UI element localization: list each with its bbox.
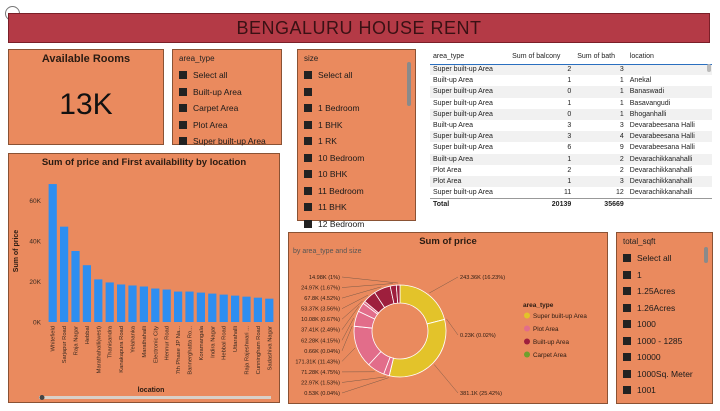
table-row[interactable] bbox=[430, 165, 712, 176]
slicer-option[interactable] bbox=[304, 166, 403, 183]
table-cell: 4 bbox=[574, 131, 627, 142]
legend-swatch bbox=[524, 352, 530, 358]
table-cell: Super built-up Area bbox=[433, 99, 493, 107]
checkbox-icon[interactable] bbox=[623, 304, 631, 312]
leader-line bbox=[434, 365, 458, 393]
scrollbar[interactable] bbox=[407, 62, 411, 106]
table-cell: Super built-up Area bbox=[430, 109, 509, 120]
x-tick-label: Marathahalli bbox=[141, 326, 148, 358]
page-title: BENGALURU HOUSE RENT bbox=[236, 17, 482, 38]
slice-label: 37.41K (2.49%) bbox=[301, 327, 340, 334]
legend-swatch bbox=[524, 313, 530, 319]
checkbox-icon[interactable] bbox=[623, 254, 631, 262]
table-cell: 1 bbox=[574, 109, 627, 120]
table-cell: Devarachikkanahalli bbox=[627, 154, 712, 165]
slicer-list bbox=[304, 67, 403, 229]
slice-label: 0.53K (0.04%) bbox=[304, 391, 340, 397]
table-cell: 3 bbox=[574, 64, 627, 75]
x-tick-label: Cunningham Road bbox=[255, 326, 262, 375]
bar[interactable] bbox=[60, 227, 68, 322]
table-cell: 1 bbox=[567, 99, 572, 107]
slicer-title: area_type bbox=[179, 54, 215, 63]
checkbox-icon[interactable] bbox=[304, 170, 312, 178]
table-cell: 1 bbox=[619, 99, 624, 107]
leader-line bbox=[342, 378, 389, 393]
y-tick-label: 20K bbox=[29, 278, 41, 286]
column-header[interactable]: location bbox=[627, 50, 712, 64]
x-tick-label: Kanakapura Road bbox=[119, 326, 126, 373]
x-tick-label: Raja Nagar bbox=[73, 326, 80, 356]
slicer-option[interactable] bbox=[179, 67, 269, 84]
table-cell: Bhoganhalli bbox=[627, 109, 712, 120]
slicer-option-label: Select all bbox=[193, 70, 228, 81]
legend-label[interactable]: Built-up Area bbox=[533, 339, 570, 346]
slicer-option-label: Super built-up Area bbox=[193, 136, 266, 147]
chart-subtitle: by area_type and size bbox=[293, 248, 362, 255]
table-cell: Super built-up Area bbox=[430, 86, 509, 97]
table-cell: 1 bbox=[567, 77, 572, 85]
bar[interactable] bbox=[254, 298, 262, 322]
leader-line bbox=[342, 377, 386, 383]
x-tick-label: Hebbal Road bbox=[221, 326, 228, 360]
size-slicer bbox=[297, 49, 416, 229]
slicer-list bbox=[179, 67, 269, 150]
table-cell: Basavangudi bbox=[629, 99, 671, 107]
checkbox-icon[interactable] bbox=[304, 71, 312, 79]
slicer-option-label: 10 BHK bbox=[318, 169, 348, 180]
data-table-panel bbox=[430, 50, 712, 210]
x-tick-label: Yelahanka bbox=[130, 326, 137, 353]
slicer-option[interactable] bbox=[304, 216, 403, 233]
slice-label: 10.08K (0.67%) bbox=[301, 317, 340, 324]
table-cell: 0 bbox=[509, 109, 574, 120]
area-type-slicer bbox=[172, 49, 282, 145]
slicer-option[interactable] bbox=[623, 283, 700, 300]
bar[interactable] bbox=[174, 292, 182, 322]
table-header-row bbox=[430, 50, 712, 64]
y-axis-label: Sum of price bbox=[13, 229, 20, 273]
checkbox-icon[interactable] bbox=[304, 104, 312, 112]
slicer-option-label: 1000 - 1285 bbox=[637, 335, 683, 346]
slice-label: 243.36K (16.23%) bbox=[460, 275, 506, 281]
slicer-option-label: 1 BHK bbox=[318, 119, 343, 130]
scroll-handle[interactable] bbox=[40, 395, 45, 400]
bar[interactable] bbox=[163, 290, 171, 322]
table-cell: Super built-up Area bbox=[433, 188, 493, 196]
slicer-option-label: 1 Bedroom bbox=[318, 103, 360, 114]
bar[interactable] bbox=[106, 282, 114, 322]
bar[interactable] bbox=[83, 265, 91, 322]
checkbox-icon[interactable] bbox=[304, 220, 312, 228]
table-row[interactable] bbox=[430, 109, 712, 120]
table-cell: Devarabeesana Halli bbox=[629, 144, 695, 152]
y-tick-label: 40K bbox=[29, 238, 41, 246]
table-cell: Banaswadi bbox=[627, 86, 712, 97]
slicer-option-label: Plot Area bbox=[193, 119, 228, 130]
slicer-option-label: 11 Bedroom bbox=[318, 185, 364, 196]
x-tick-label: Indira Nagar bbox=[210, 326, 217, 358]
checkbox-icon[interactable] bbox=[179, 137, 187, 145]
x-tick-label: Koramangala bbox=[198, 326, 205, 361]
x-tick-label: Raja Rajeshwari ... bbox=[244, 326, 251, 375]
legend-label[interactable]: Plot Area bbox=[533, 326, 559, 333]
bar[interactable] bbox=[242, 297, 250, 322]
checkbox-icon[interactable] bbox=[179, 104, 187, 112]
slicer-title: total_sqft bbox=[623, 237, 656, 246]
slice-label: 14.98K (1%) bbox=[308, 275, 340, 281]
bar[interactable] bbox=[208, 294, 216, 322]
slicer-option[interactable] bbox=[179, 117, 269, 134]
bar[interactable] bbox=[49, 184, 57, 322]
checkbox-icon[interactable] bbox=[623, 353, 631, 361]
total-cell: Total bbox=[430, 198, 509, 210]
bar-chart bbox=[9, 154, 279, 402]
checkbox-icon[interactable] bbox=[304, 121, 312, 129]
available-rooms-card bbox=[8, 49, 164, 145]
bar[interactable] bbox=[220, 295, 228, 322]
table-cell: 1 bbox=[509, 154, 574, 165]
checkbox-icon[interactable] bbox=[623, 320, 631, 328]
table-row[interactable] bbox=[430, 142, 712, 153]
horizontal-scrollbar[interactable] bbox=[39, 396, 271, 399]
table-cell: Devarabeesana Halli bbox=[627, 131, 712, 142]
x-tick-label: Bannerghatta Ro... bbox=[187, 326, 194, 375]
x-tick-label: 7th Phase JP Na... bbox=[176, 326, 183, 375]
slicer-option-label: 10 Bedroom bbox=[318, 152, 365, 163]
table-cell: 3 bbox=[567, 122, 572, 130]
table-row[interactable] bbox=[430, 75, 712, 86]
checkbox-icon[interactable] bbox=[179, 88, 187, 96]
x-tick-label: Sadashiva Nagar bbox=[267, 326, 274, 371]
slice-label: 0.66K (0.04%) bbox=[304, 348, 340, 355]
checkbox-icon[interactable] bbox=[623, 287, 631, 295]
bar[interactable] bbox=[94, 279, 102, 322]
table-cell: 3 bbox=[619, 122, 624, 130]
table-cell: Anekal bbox=[629, 77, 652, 85]
slicer-option-label: Select all bbox=[637, 253, 672, 264]
table-row[interactable] bbox=[430, 131, 712, 142]
slicer-option[interactable] bbox=[304, 183, 403, 200]
slicer-option[interactable] bbox=[179, 84, 269, 101]
slicer-title: size bbox=[304, 54, 319, 63]
y-tick-label: 60K bbox=[29, 197, 41, 205]
slicer-option[interactable] bbox=[304, 117, 403, 134]
slicer-option-label: 10000 bbox=[637, 352, 661, 363]
table-cell: 2 bbox=[574, 154, 627, 165]
bar[interactable] bbox=[185, 292, 193, 322]
column-header[interactable]: Sum of balcony bbox=[509, 50, 574, 64]
table-cell: Plot Area bbox=[433, 166, 462, 174]
x-tick-label: Hebbal bbox=[84, 326, 91, 345]
slice-label: 0.23K (0.02%) bbox=[460, 333, 496, 339]
checkbox-icon[interactable] bbox=[623, 370, 631, 378]
table-cell: 1 bbox=[574, 86, 627, 97]
table-cell: Super built-up Area bbox=[433, 144, 493, 152]
slicer-option[interactable] bbox=[304, 67, 403, 84]
bar[interactable] bbox=[71, 251, 79, 322]
donut-slice[interactable] bbox=[400, 285, 445, 324]
table-cell: 2 bbox=[619, 166, 624, 174]
checkbox-icon[interactable] bbox=[623, 271, 631, 279]
bar[interactable] bbox=[265, 299, 273, 322]
table-cell bbox=[627, 64, 712, 75]
checkbox-icon[interactable] bbox=[623, 386, 631, 394]
checkbox-icon[interactable] bbox=[304, 203, 312, 211]
x-tick-label: Whitefield bbox=[50, 326, 57, 352]
bar[interactable] bbox=[128, 285, 136, 322]
table-cell: Plot Area bbox=[430, 176, 509, 187]
total-cell: 35669 bbox=[574, 198, 627, 210]
leader-line bbox=[342, 284, 393, 288]
slicer-option[interactable] bbox=[623, 366, 700, 383]
slicer-option-label: Select all bbox=[318, 70, 353, 81]
checkbox-icon[interactable] bbox=[304, 88, 312, 96]
data-table bbox=[430, 50, 712, 210]
table-cell: Super built-up Area bbox=[430, 131, 509, 142]
scrollbar[interactable] bbox=[704, 247, 708, 263]
slicer-option[interactable] bbox=[623, 316, 700, 333]
bar[interactable] bbox=[151, 289, 159, 322]
slicer-option[interactable] bbox=[623, 267, 700, 284]
legend-label[interactable]: Carpet Area bbox=[533, 352, 567, 359]
slicer-option-label: Built-up Area bbox=[193, 86, 242, 97]
table-cell: 9 bbox=[619, 144, 624, 152]
table-cell: 2 bbox=[509, 64, 574, 75]
x-tick-label: Electronic City bbox=[153, 326, 160, 364]
x-tick-label: Marathahalli(west) bbox=[96, 326, 103, 374]
slice-label: 53.37K (3.56%) bbox=[301, 306, 340, 313]
table-cell: 3 bbox=[509, 131, 574, 142]
table-cell: Devarabeesana Halli bbox=[629, 122, 695, 130]
slicer-option[interactable] bbox=[304, 199, 403, 216]
table-row[interactable] bbox=[430, 154, 712, 165]
leader-line bbox=[342, 348, 355, 361]
table-cell: 3 bbox=[574, 176, 627, 187]
x-axis-label: location bbox=[137, 387, 165, 394]
table-row[interactable] bbox=[430, 98, 712, 109]
checkbox-icon[interactable] bbox=[179, 121, 187, 129]
legend-title: area_type bbox=[523, 302, 554, 309]
y-tick-label: 0K bbox=[33, 319, 41, 327]
card-title: Available Rooms bbox=[41, 53, 131, 65]
table-cell: 6 bbox=[567, 144, 572, 152]
x-tick-label: Hennur Road bbox=[164, 326, 171, 361]
donut-chart bbox=[289, 233, 607, 403]
table-cell: Devarachikkanahalli bbox=[629, 188, 693, 196]
slicer-option-label: 11 BHK bbox=[318, 202, 347, 213]
table-row[interactable] bbox=[430, 64, 712, 75]
x-tick-label: Sarjapur Road bbox=[62, 326, 69, 364]
table-row[interactable] bbox=[430, 86, 712, 97]
table-cell: 2 bbox=[567, 166, 572, 174]
checkbox-icon[interactable] bbox=[623, 337, 631, 345]
table-cell: Devarachikkanahalli bbox=[627, 176, 712, 187]
legend-label[interactable]: Super built-up Area bbox=[533, 313, 587, 320]
bar-chart-panel bbox=[8, 153, 280, 403]
table-scrollbar[interactable] bbox=[707, 64, 711, 72]
table-total-row bbox=[430, 198, 712, 210]
slice-label: 67.8K (4.52%) bbox=[304, 296, 340, 303]
leader-line bbox=[342, 277, 398, 283]
bar[interactable] bbox=[197, 293, 205, 322]
slicer-option[interactable] bbox=[304, 150, 403, 167]
table-row[interactable] bbox=[430, 120, 712, 131]
x-tick-label: Thanisandra bbox=[107, 326, 114, 359]
total-cell bbox=[627, 198, 712, 210]
slicer-option[interactable] bbox=[623, 250, 700, 267]
slice-label: 71.28K (4.75%) bbox=[301, 369, 340, 376]
chart-title: Sum of price and First availability by location bbox=[41, 157, 247, 168]
leader-line bbox=[429, 277, 458, 293]
bar[interactable] bbox=[231, 296, 239, 322]
slicer-option[interactable] bbox=[179, 100, 269, 117]
slicer-option[interactable] bbox=[179, 133, 269, 150]
checkbox-icon[interactable] bbox=[304, 137, 312, 145]
chart-title: Sum of price bbox=[419, 236, 477, 247]
slicer-option-label: 1000 bbox=[637, 319, 656, 330]
slice-label: 62.28K (4.15%) bbox=[301, 338, 340, 345]
slicer-option-label: 1001 bbox=[637, 385, 656, 396]
table-cell: Devarachikkanahalli bbox=[629, 166, 693, 174]
total-sqft-slicer bbox=[616, 232, 713, 404]
table-cell: Super built-up Area bbox=[430, 64, 509, 75]
slicer-option-label: 1 bbox=[637, 269, 642, 280]
column-header[interactable]: area_type bbox=[430, 50, 509, 64]
slicer-option-label: Carpet Area bbox=[193, 103, 239, 114]
legend-swatch bbox=[524, 339, 530, 345]
checkbox-icon[interactable] bbox=[304, 187, 312, 195]
x-tick-label: Uttarahalli bbox=[233, 326, 240, 353]
slicer-option[interactable] bbox=[623, 382, 700, 399]
donut-chart-panel bbox=[288, 232, 608, 404]
card-value: 13K bbox=[59, 88, 113, 121]
checkbox-icon[interactable] bbox=[179, 71, 187, 79]
slice-label: 171.31K (11.43%) bbox=[295, 359, 340, 366]
slicer-option-label: 1.25Acres bbox=[637, 286, 676, 297]
slicer-option-label: 1 RK bbox=[318, 136, 337, 147]
slicer-option-label: 1.26Acres bbox=[637, 302, 676, 313]
bar[interactable] bbox=[117, 284, 125, 322]
slicer-option[interactable] bbox=[304, 133, 403, 150]
column-header[interactable]: Sum of bath bbox=[574, 50, 627, 64]
slicer-option-label: 12 Bedroom bbox=[318, 218, 365, 229]
slicer-option[interactable] bbox=[304, 100, 403, 117]
checkbox-icon[interactable] bbox=[304, 154, 312, 162]
leader-line bbox=[342, 326, 352, 351]
table-cell: Built-up Area bbox=[433, 122, 474, 130]
slicer-option[interactable] bbox=[304, 84, 403, 101]
page-header bbox=[8, 13, 710, 43]
total-cell: 20139 bbox=[509, 198, 574, 210]
table-cell: Built-up Area bbox=[430, 154, 509, 165]
table-cell: 11 bbox=[563, 188, 572, 196]
table-cell: 0 bbox=[509, 86, 574, 97]
slicer-option[interactable] bbox=[623, 300, 700, 317]
slicer-option-label: 1000Sq. Meter bbox=[637, 368, 693, 379]
table-row[interactable] bbox=[430, 176, 712, 187]
slicer-list bbox=[623, 250, 700, 400]
table-cell: 12 bbox=[615, 188, 624, 196]
leader-line bbox=[446, 319, 458, 335]
slice-label: 381.1K (25.42%) bbox=[460, 391, 502, 397]
legend-swatch bbox=[524, 326, 530, 332]
slicer-option[interactable] bbox=[623, 349, 700, 366]
slice-label: 24.97K (1.67%) bbox=[301, 285, 340, 292]
table-row[interactable] bbox=[430, 187, 712, 198]
table-cell: 1 bbox=[619, 77, 624, 85]
slice-label: 22.97K (1.53%) bbox=[301, 380, 340, 387]
table-cell: 1 bbox=[509, 176, 574, 187]
bar[interactable] bbox=[140, 287, 148, 323]
table-cell: Built-up Area bbox=[433, 77, 474, 85]
slicer-option[interactable] bbox=[623, 333, 700, 350]
